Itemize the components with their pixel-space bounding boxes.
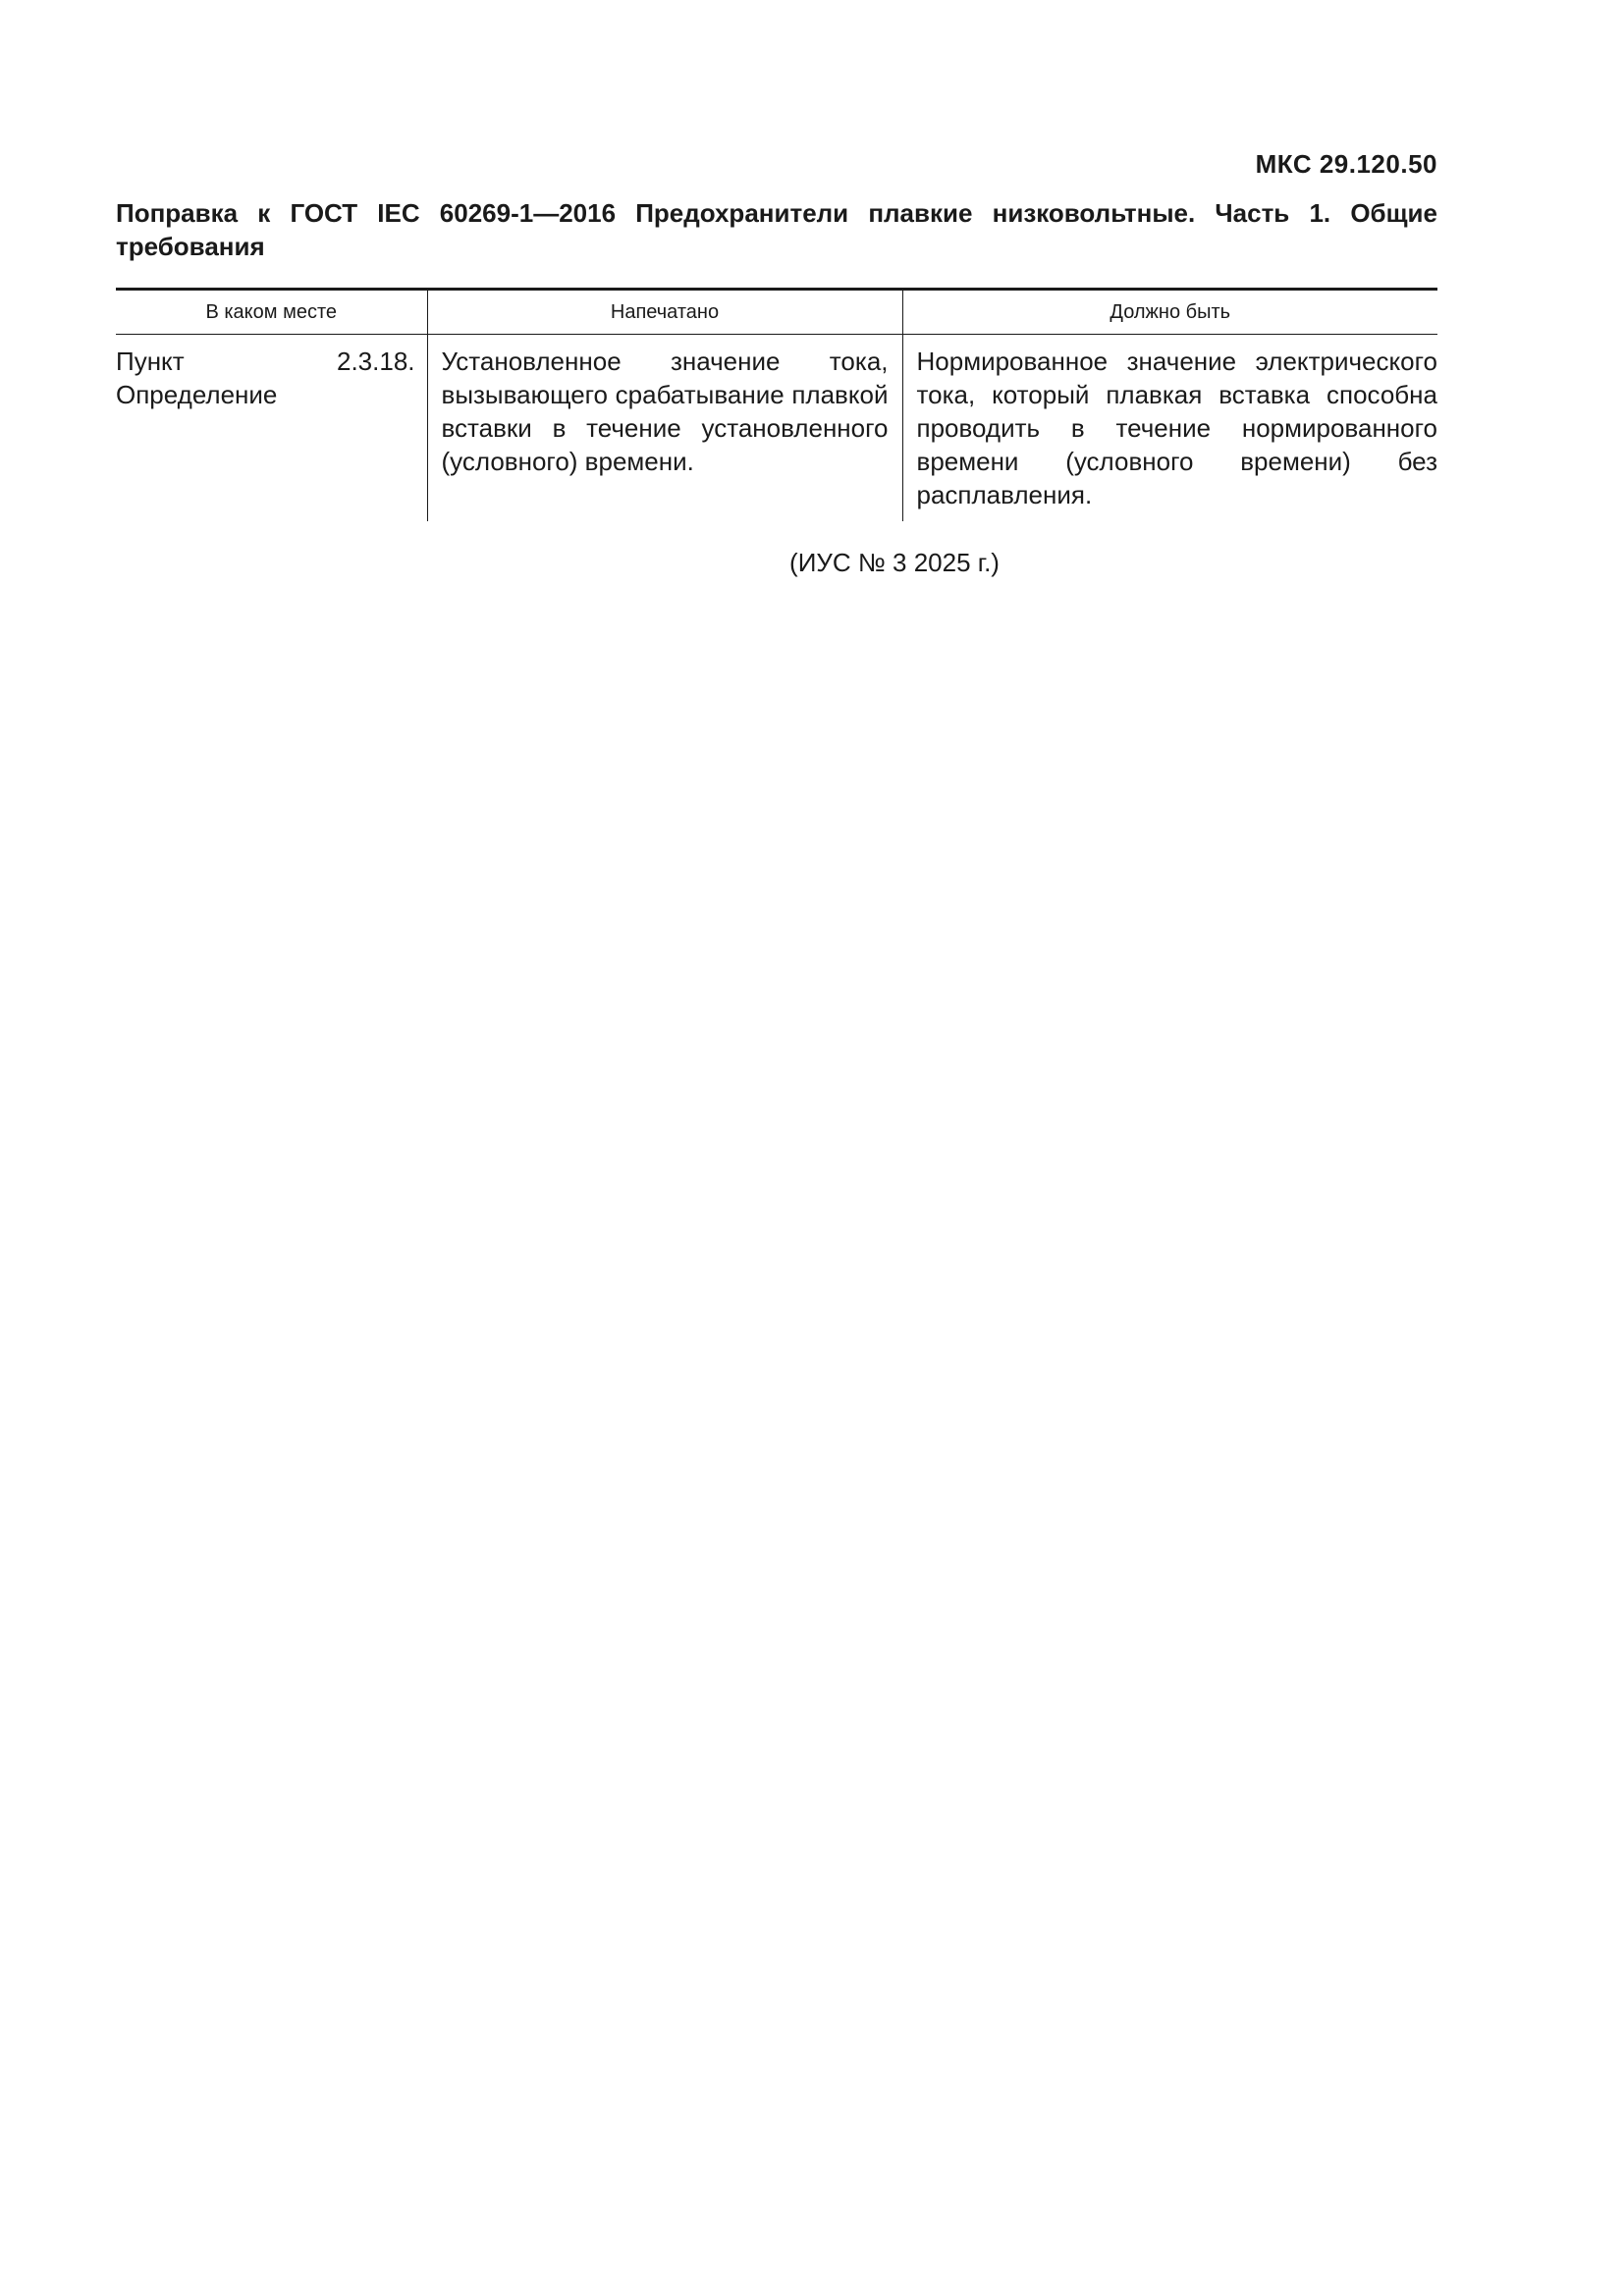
column-header-place: В каком месте	[116, 290, 427, 335]
cell-place: Пункт 2.3.18. Определение	[116, 347, 415, 409]
table-row	[116, 335, 1437, 522]
column-header-printed: Напечатано	[427, 290, 902, 335]
table-header-row	[116, 290, 1437, 335]
document-title: Поправка к ГОСТ IEC 60269-1—2016 Предохранители плавкие низковольтные. Часть 1. Общие требования	[116, 198, 1437, 261]
issue-reference: (ИУС № 3 2025 г.)	[789, 548, 1000, 577]
corrections-table	[116, 288, 1437, 521]
mks-code: МКС 29.120.50	[1255, 149, 1437, 179]
cell-printed: Установленное значение тока, вызывающего срабатывание плавкой вставки в течение установленного (условного) времени.	[427, 335, 902, 522]
cell-should-be: Нормированное значение электрического тока, который плавкая вставка способна проводить в течение нормированного времени (условного времени) без расплавления.	[902, 335, 1437, 522]
column-header-should-be: Должно быть	[902, 290, 1437, 335]
